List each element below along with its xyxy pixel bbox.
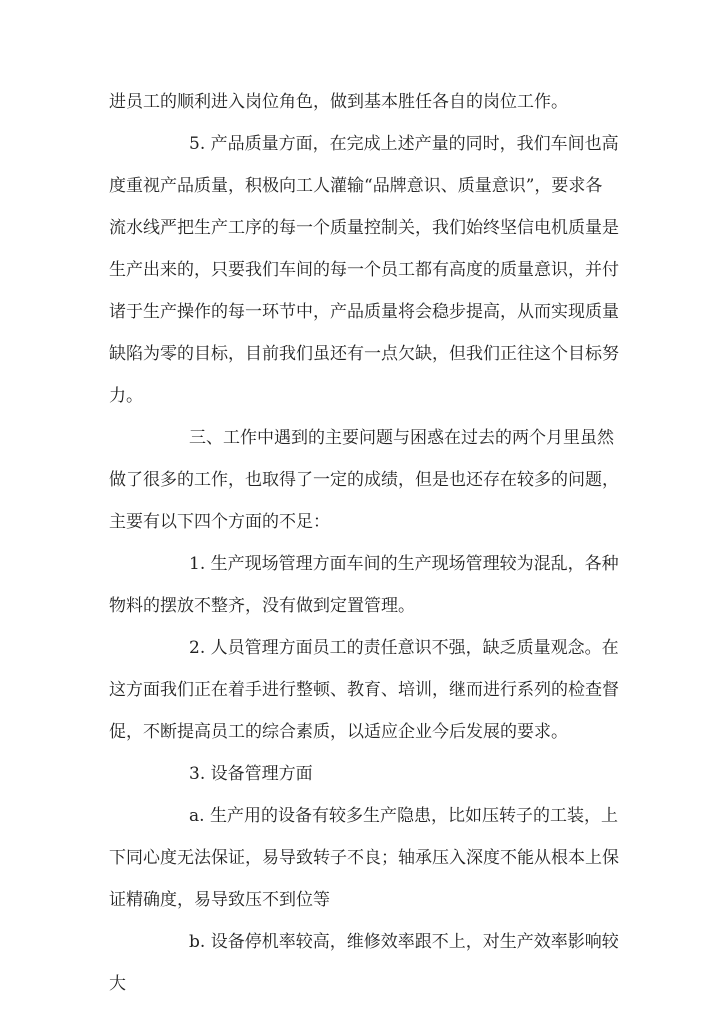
- text-line: 生产出来的，只要我们车间的每一个员工都有高度的质量意识，并付: [109, 260, 619, 280]
- text-line: 物料的摆放不整齐，没有做到定置管理。: [109, 596, 415, 616]
- paragraph-line-first: 3. 设备管理方面: [189, 764, 313, 784]
- paragraph-line-first: 2. 人员管理方面员工的责任意识不强，缺乏质量观念。在: [189, 638, 619, 658]
- text-line: 诸于生产操作的每一环节中，产品质量将会稳步提高，从而实现质量: [109, 302, 619, 322]
- paragraph-line-first: a. 生产用的设备有较多生产隐患，比如压转子的工装，上: [189, 806, 618, 826]
- text-line: 度重视产品质量，积极向工人灌输“品牌意识、质量意识”，要求各: [109, 176, 603, 196]
- text-line: 主要有以下四个方面的不足：: [109, 512, 330, 532]
- text-line: 下同心度无法保证，易导致转子不良；轴承压入深度不能从根本上保: [109, 848, 619, 868]
- paragraph-line-first: 1. 生产现场管理方面车间的生产现场管理较为混乱，各种: [189, 554, 619, 574]
- text-line: 进员工的顺利进入岗位角色，做到基本胜任各自的岗位工作。: [109, 92, 568, 112]
- text-line: 这方面我们正在着手进行整顿、教育、培训，继而进行系列的检查督: [109, 680, 619, 700]
- text-line: 力。: [109, 386, 143, 406]
- section-heading-line: 三、工作中遇到的主要问题与困惑在过去的两个月里虽然: [189, 428, 614, 448]
- text-line: 流水线严把生产工序的每一个质量控制关，我们始终坚信电机质量是: [109, 218, 619, 238]
- text-line: 促，不断提高员工的综合素质，以适应企业今后发展的要求。: [109, 722, 568, 742]
- text-line: 缺陷为零的目标，目前我们虽还有一点欠缺，但我们正往这个目标努: [109, 344, 619, 364]
- paragraph-line-first: 5. 产品质量方面，在完成上述产量的同时，我们车间也高: [189, 134, 619, 154]
- text-line: 证精确度，易导致压不到位等: [109, 890, 330, 910]
- paragraph-line-first: b. 设备停机率较高，维修效率跟不上，对生产效率影响较: [189, 932, 619, 952]
- text-line: 做了很多的工作，也取得了一定的成绩，但是也还存在较多的问题，: [109, 470, 619, 490]
- text-line: 大: [109, 974, 126, 994]
